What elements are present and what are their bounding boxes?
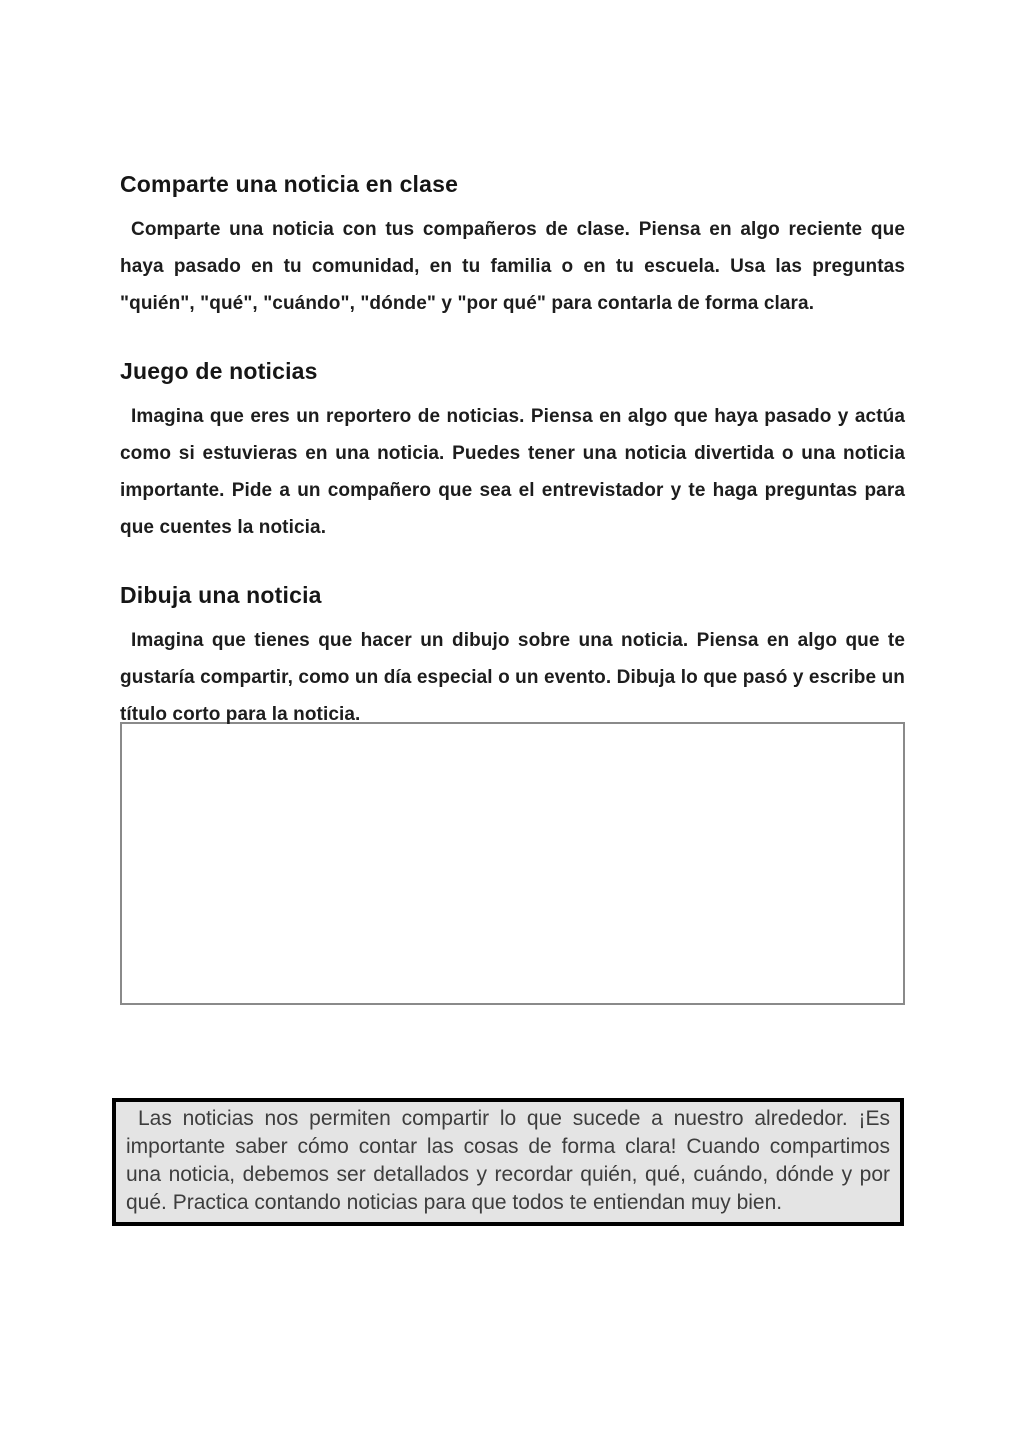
section-paragraph-comparte: Comparte una noticia con tus compañeros de clase. Piensa en algo reciente que haya pasado en tu comunidad, en tu familia o en tu escuela. Usa las preguntas "quién", "qué", "cuándo", "dónde" y "por qué" para contarla de forma clara. <box>120 219 905 314</box>
section-paragraph-juego: Imagina que eres un reportero de noticias. Piensa en algo que haya pasado y actúa como si estuvieras en una noticia. Puedes tener una noticia divertida o una noticia importante. Pide a un compañero que sea el entrevistador y te haga preguntas para que cuentes la noticia. <box>120 406 905 538</box>
section-heading-dibuja: Dibuja una noticia <box>120 582 322 608</box>
section-paragraph-dibuja: Imagina que tienes que hacer un dibujo sobre una noticia. Piensa en algo que te gustaría compartir, como un día especial o un evento. Dibuja lo que pasó y escribe un título corto para la noticia. <box>120 630 905 725</box>
section-heading-comparte: Comparte una noticia en clase <box>120 171 459 197</box>
summary-note-text: Las noticias nos permiten compartir lo que sucede a nuestro alrededor. ¡Es importante saber cómo contar las cosas de forma clara! Cuando compartimos una noticia, debemos ser detallados y recordar quién, qué, cuándo, dónde y por qué. Practica contando noticias para que todos te entiendan muy bien. <box>126 1107 890 1214</box>
section-comparte-noticia <box>120 171 905 322</box>
section-dibuja-noticia <box>120 582 905 1005</box>
section-juego-noticias <box>120 358 905 546</box>
summary-note-box <box>112 1098 904 1226</box>
drawing-area-box <box>120 722 905 1005</box>
section-heading-juego: Juego de noticias <box>120 358 318 384</box>
